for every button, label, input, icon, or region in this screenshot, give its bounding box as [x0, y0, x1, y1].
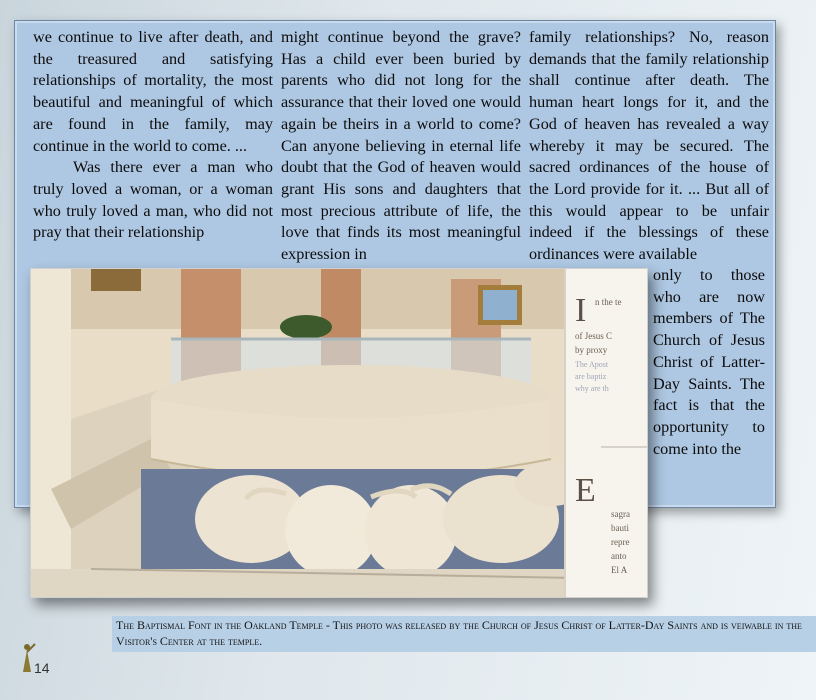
sign-line-6: why are th: [575, 384, 609, 393]
photo-caption: The Baptismal Font in the Oakland Temple - This photo was released by the Church of Jesus Christ of Latter-Day Saints and is veiwable in the Visitor's Center at the temple.: [116, 618, 802, 648]
sign-line-1: n the te: [595, 297, 622, 307]
page-number: 14: [34, 660, 50, 676]
sign-initial-i: I: [575, 292, 587, 329]
paragraph-narrow: only to those who are now members of The Church of Jesus Christ of Latter-Day Saints. The fact is that the opportunity to come into the: [653, 266, 765, 458]
paragraph-1: we continue to live after death, and the treasured and satisfying relationships of mortality, the most beautiful and meaningful of which are found in the family, may continue in the world to come. ...: [33, 28, 273, 155]
sign2-line-1: sagra: [611, 509, 630, 519]
sign2-line-4: anto: [611, 551, 627, 561]
text-column-2: [281, 27, 521, 266]
sign-line-2: of Jesus C: [575, 331, 613, 341]
paragraph-col2: might continue beyond the grave? Has a child ever been buried by parents who did not long for the assurance that their loved one would again be theirs in a world to come? Can anyone believing in eternal life doubt that the God of heaven would grant His sons and daughters that most precious attribute of life, the love that finds its most meaningful expression in: [281, 28, 521, 264]
sign2-line-5: El A: [611, 565, 628, 575]
baptismal-font-photo: [30, 268, 648, 598]
sign2-line-3: repre: [611, 537, 630, 547]
text-column-3: [529, 27, 769, 266]
sign-initial-e: E: [575, 472, 596, 509]
text-column-1: [33, 27, 273, 244]
sign-line-4: The Apost: [575, 360, 609, 369]
paragraph-col3: family relationships? No, reason demands that the family relationship shall continue after death. The human heart longs for it, and the God of heaven has revealed a way whereby it may be secured. The sacred ordinances of the house of the Lord provide for it. ... But all of this would appear to be unfair indeed if the blessings of these ordinances were available: [529, 28, 769, 264]
text-column-narrow: [653, 265, 765, 460]
paragraph-2: Was there ever a man who truly loved a woman, or a woman who truly loved a man, who did not pray that their relationship: [33, 158, 273, 242]
sign-line-3: by proxy: [575, 345, 608, 355]
photo-illustration: [31, 269, 647, 597]
sign2-line-2: bauti: [611, 523, 629, 533]
sign-line-5: are baptiz: [575, 372, 607, 381]
